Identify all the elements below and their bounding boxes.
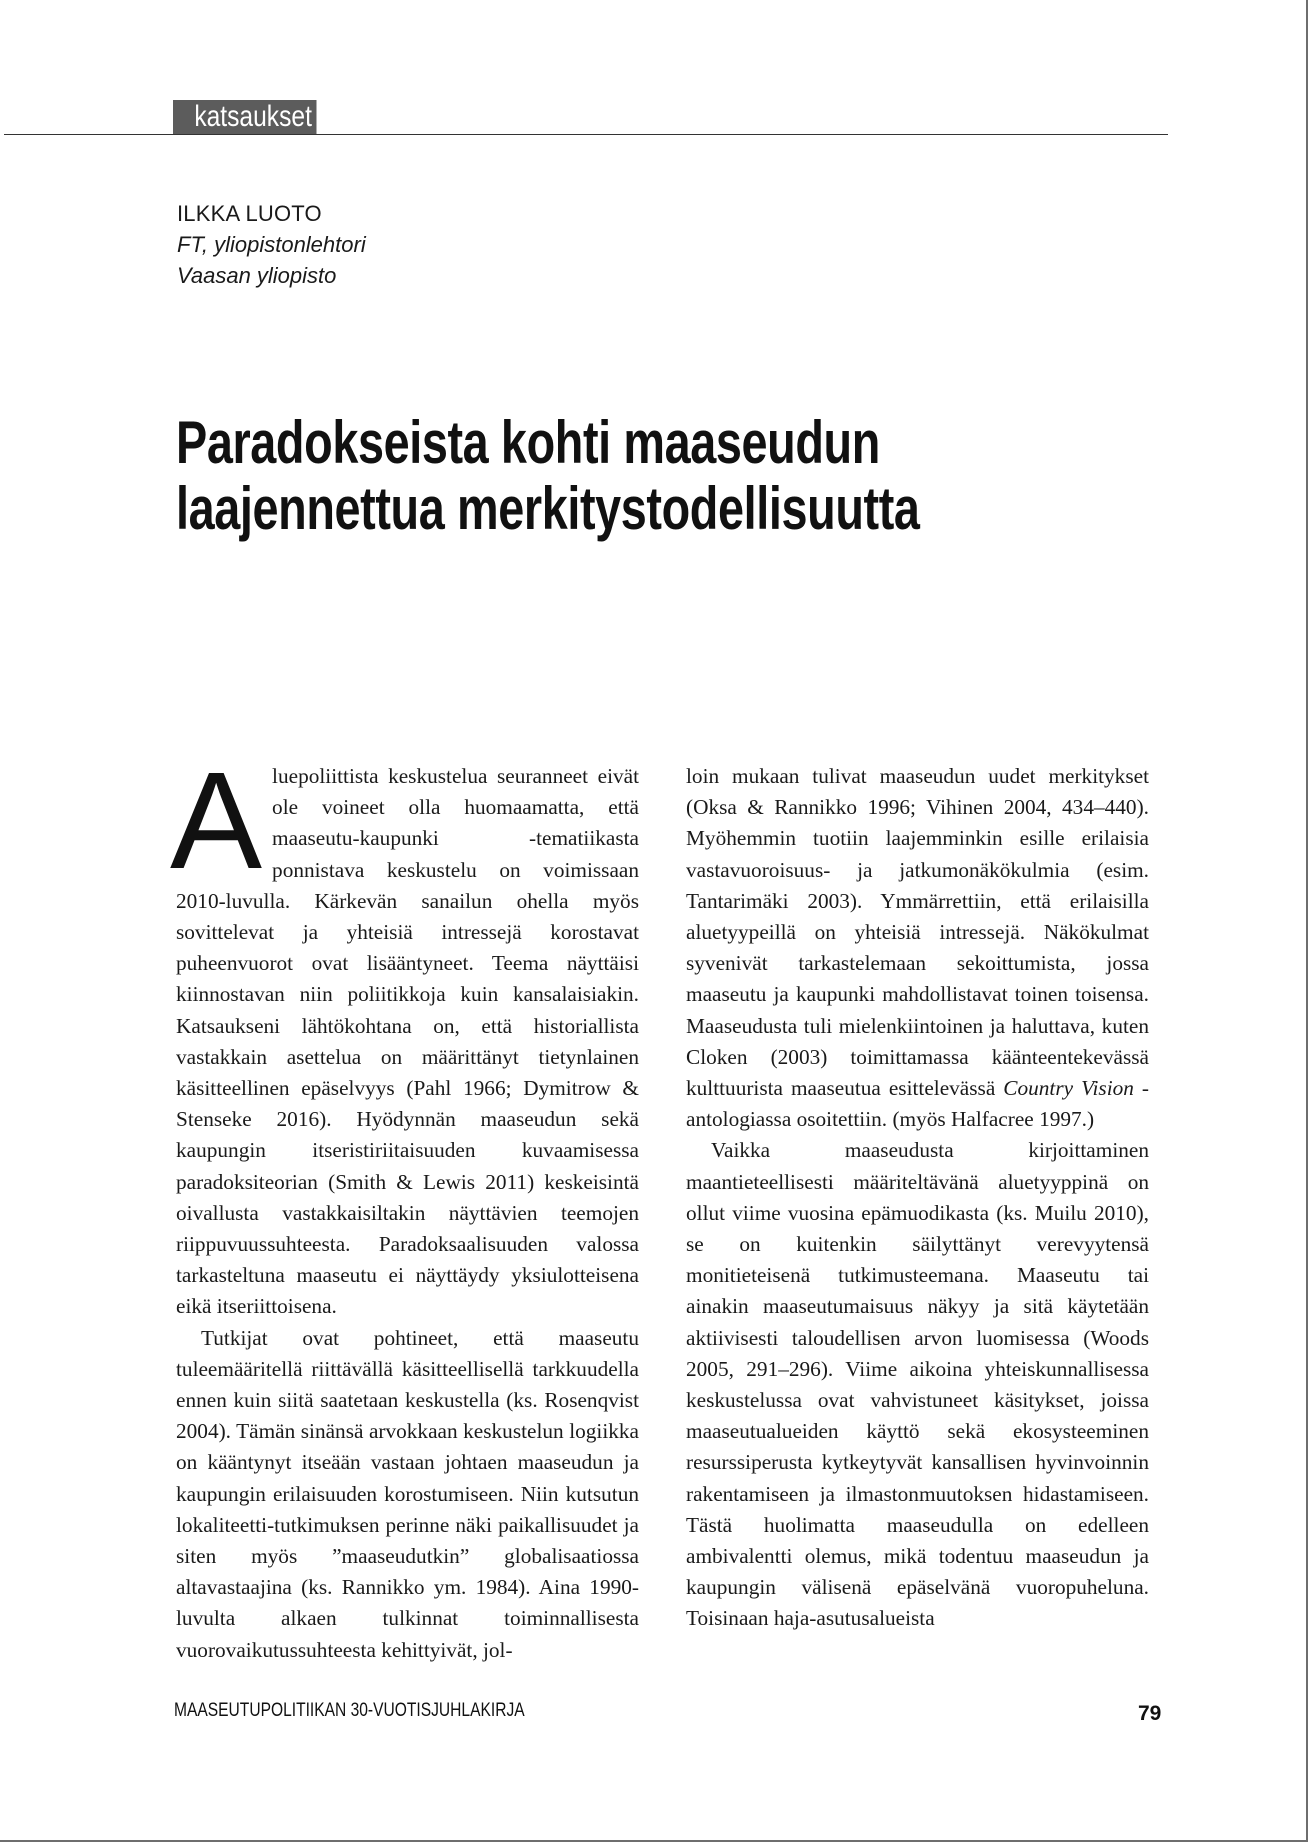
section-label [173, 100, 317, 134]
paragraph [686, 761, 1149, 1135]
author-block [177, 198, 677, 291]
section-label-text: katsaukset [194, 100, 312, 133]
title-line-1: Paradokseista kohti maaseudun [176, 409, 880, 476]
paragraph: Tutkijat ovat pohtineet, että maaseutu tuleemääritellä riittävällä käsitteellisellä tarkkuudella ennen kuin siitä saatetaan keskustella (ks. Rosenqvist 2004). Tämän sinänsä arvokkaan keskustelun logiikka on kääntynyt itseään vastaan johtaen maaseudun ja kaupungin erilaisuuden korostumiseen. Niin kutsutun lokaliteetti-tutkimuksen perinne näki paikallisuudet ja siten myös ”maaseudutkin” globalisaatiossa altavastaajina (ks. Rannikko ym. 1984). Aina 1990-luvulta alkaen tulkinnat toiminnallisesta vuorovaikutussuhteesta kehittyivät, jol- [176, 1325, 639, 1662]
author-name: ILKKA LUOTO [177, 201, 322, 226]
page-number: 79 [1138, 1702, 1162, 1725]
text-column-left [170, 744, 639, 1666]
author-organization: Vaasan yliopisto [177, 263, 337, 288]
paragraph-text: luepoliittista keskustelua seuranneet eivät ole voineet olla huomaamatta, että maaseutu-kaupunki -tematiikasta ponnistava keskustelu on voimissaan 2010-luvulla. Kärkevän sanailun ohella myös sovittelevat ja yhteisiä intressejä korostavat puheenvuorot ovat lisääntyneet. Teema näyttäisi kiinnostavan niin poliitikkoja kuin kansalaisiakin. Katsaukseni lähtökohtana on, että historiallista vastakkain asettelua on määrittänyt tietynlainen käsitteellinen epäselvyys (Pahl 1966; Dymitrow & Stenseke 2016). Hyödynnän maaseudun sekä kaupungin itseristiriitaisuuden kuvaamisessa paradoksiteorian (Smith & Lewis 2011) keskeisintä oivallusta vastakkaisiltakin näyttävien teemojen riippuvuussuhteesta. Paradoksaalisuuden valossa tarkasteltuna maaseutu ei näyttäydy yksiulotteisena eikä itseriittoisena. [176, 764, 639, 1319]
footer-publication: MAASEUTUPOLITIIKAN 30-VUOTISJUHLAKIRJA [174, 1700, 525, 1721]
title-line-2: laajennettua merkitystodellisuutta [176, 475, 920, 542]
author-role: FT, yliopistonlehtori [177, 232, 366, 257]
article-title [176, 410, 956, 542]
book-title: Country Vision [1003, 1076, 1134, 1101]
paragraph: Vaikka maaseudusta kirjoittaminen maantieteellisesti määriteltävänä aluetyyppinä on ollut viime vuosina epämuodikasta (ks. Muilu 2010), se on kuitenkin säilyttänyt verevyytensä monitieteisenä tutkimusteemana. Maaseutu tai ainakin maaseutumaisuus näkyy ja sitä käytetään aktiivisesti taloudellisen arvon luomisessa (Woods 2005, 291–296). Viime aikoina yhteiskunnallisessa keskustelussa ovat vahvistuneet käsitykset, joissa maaseutualueiden käyttö sekä ekosysteeminen resurssiperusta kytkeytyvät kansallisen hyvinvoinnin rakentamiseen ja ilmastonmuutoksen hidastamiseen. Tästä huolimatta maaseudulla on edelleen ambivalentti olemus, mikä todentuu maaseudun ja kaupungin välisenä epäselvänä vuoropuheluna. Toisinaan haja-asutusalueista [686, 1138, 1149, 1631]
paragraph-text: -antologiassa osoitettiin. (myös Halfacree 1997.) [686, 1076, 1149, 1132]
paragraph [170, 744, 639, 1323]
paragraph-text: loin mukaan tulivat maaseudun uudet merkitykset (Oksa & Rannikko 1996; Vihinen 2004, 434–440). Myöhemmin tuotiin laajemminkin esille erilaisia vastavuoroisuus- ja jatkumonäkökulmia (esim. Tantarimäki 2003). Ymmärrettiin, että erilaisilla aluetyypeillä on yhteisiä intressejä. Näkökulmat syvenivät tarkastelemaan sekoittumista, jossa maaseutu ja kaupunki mahdollistavat toinen toisensa. Maaseudusta tuli mielenkiintoinen ja haluttava, kuten Cloken (2003) toimittamassa käänteentekevässä kulttuurista maaseutua esittelevässä [686, 764, 1149, 1101]
text-column-right [686, 761, 1149, 1635]
header-rule [4, 134, 1168, 135]
drop-cap: A [170, 744, 263, 898]
